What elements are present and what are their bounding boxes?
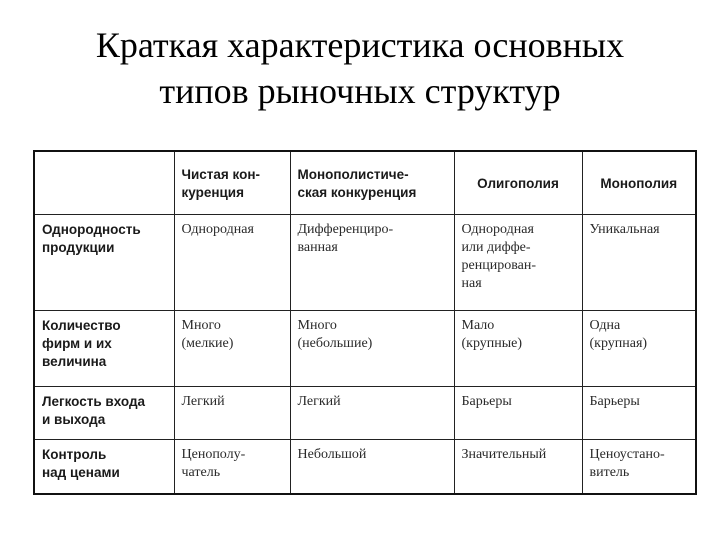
- row-label-firm-count: Количество фирм и их величина: [34, 310, 174, 386]
- row-label-entry-exit: Легкость входа и выхода: [34, 386, 174, 439]
- table-row: [34, 214, 696, 310]
- header-oligopoly: Олигополия: [454, 151, 582, 214]
- header-monopoly: Монополия: [582, 151, 696, 214]
- table-cell: Мало (крупные): [454, 310, 582, 386]
- table-row: [34, 386, 696, 439]
- row-label-product-homogeneity: Однородность продукции: [34, 214, 174, 310]
- table-cell: Легкий: [290, 386, 454, 439]
- table-cell: Небольшой: [290, 439, 454, 494]
- header-monopolistic-competition: Монополистиче- ская конкуренция: [290, 151, 454, 214]
- table-cell: Дифференциро- ванная: [290, 214, 454, 310]
- table-cell: Однородная: [174, 214, 290, 310]
- table-row: [34, 439, 696, 494]
- table-cell: Ценоустано- витель: [582, 439, 696, 494]
- table-cell: Много (небольшие): [290, 310, 454, 386]
- page-title: [0, 22, 720, 114]
- table-cell: Легкий: [174, 386, 290, 439]
- table-cell: Уникальная: [582, 214, 696, 310]
- header-cell-empty: [34, 151, 174, 214]
- table-cell: Одна (крупная): [582, 310, 696, 386]
- table-cell: Барьеры: [454, 386, 582, 439]
- row-label-price-control: Контроль над ценами: [34, 439, 174, 494]
- title-line-1: Краткая характеристика основных: [95, 25, 625, 65]
- table-header-row: [34, 151, 696, 214]
- table-cell: Барьеры: [582, 386, 696, 439]
- table-cell: Однородная или диффе- ренцирован- ная: [454, 214, 582, 310]
- market-structures-table: [33, 150, 697, 495]
- table-cell: Много (мелкие): [174, 310, 290, 386]
- table-cell: Значительный: [454, 439, 582, 494]
- header-pure-competition: Чистая кон- куренция: [174, 151, 290, 214]
- table-cell: Ценополу- чатель: [174, 439, 290, 494]
- title-line-2: типов рыночных структур: [159, 71, 561, 111]
- table-row: [34, 310, 696, 386]
